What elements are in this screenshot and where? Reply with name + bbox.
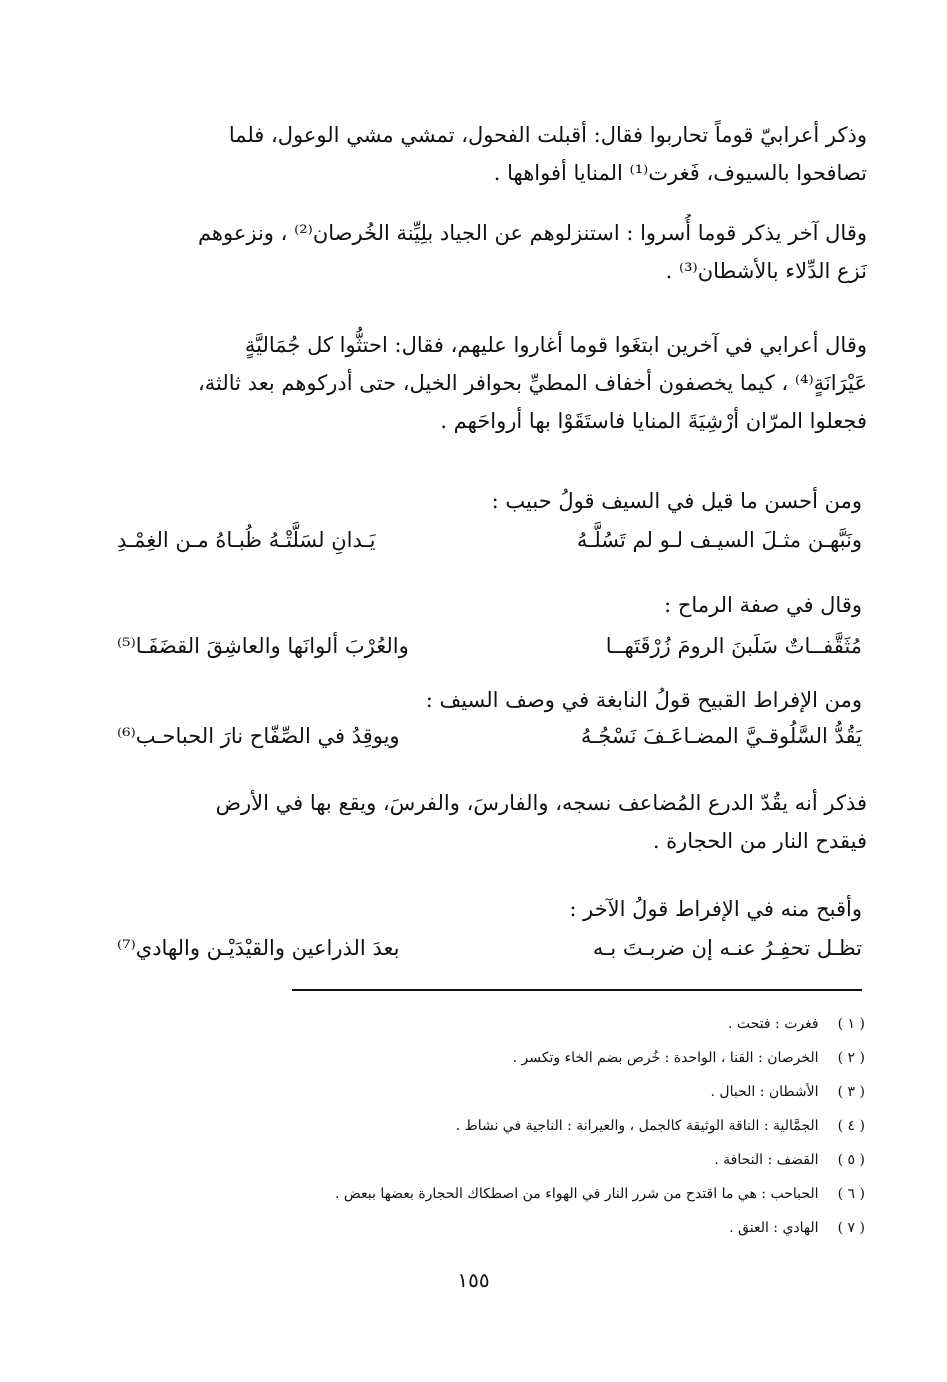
verse-hemistich-first: يَقُدُّ السَّلُوقـيَّ المضـاعَـفَ نَسْجُـهُ <box>580 724 862 748</box>
poem-verse <box>117 930 862 966</box>
footnote <box>165 1177 865 1211</box>
footnote <box>165 1041 865 1075</box>
verse-hemistich-second: ويوقِدُ في الصِّفّاح نارَ الحباحـب⁽⁶⁾ <box>117 724 400 748</box>
poem-verse <box>117 718 862 754</box>
footnotes <box>165 1007 865 1245</box>
footnote-number: ( ٦ ) <box>837 1186 865 1202</box>
poem-intro: ومن أحسن ما قيل في السيف قولُ حبيب : <box>491 489 862 513</box>
verse-hemistich-second: يَـدانِ لسَلَّتْـهُ ظُبـاهُ مـن الغِمْـدِ <box>117 528 376 552</box>
poem-intro: وأقبح منه في الإفراط قولُ الآخر : <box>569 897 862 921</box>
footnote-number: ( ٢ ) <box>837 1050 865 1066</box>
footnote-number: ( ٧ ) <box>837 1220 865 1236</box>
verse-hemistich-first: مُثَقَّفــاتٌ سَلَبنَ الرومَ زُرْقَتَهــا <box>605 634 862 658</box>
footnote <box>165 1211 865 1245</box>
footnote-text: الأشطان : الحبال . <box>710 1084 819 1100</box>
text-line: فجعلوا المرّان أرْشِيَةَ المنايا فاستَقَوْا بها أرواحَهم . <box>440 409 867 433</box>
verse-hemistich-second: بعدَ الذراعين والقيْدَيْـن والهادي⁽⁷⁾ <box>117 936 400 960</box>
text-line: فذكر أنه يقُدّ الدرع المُضاعف نسجه، والفارسَ، والفرسَ، ويقع بها في الأرض <box>215 791 867 815</box>
footnote-number: ( ٣ ) <box>837 1084 865 1100</box>
footnote-text: الهادي : العنق . <box>729 1220 819 1236</box>
footnote-number: ( ٥ ) <box>837 1152 865 1168</box>
verse-hemistich-second: والعُرْبَ ألوانَها والعاشِقَ القضَفَـا⁽⁵⁾ <box>117 634 409 658</box>
footnote <box>165 1109 865 1143</box>
footnote-text: الخرصان : القنا ، الواحدة : خُرص بضم الخاء وتكسر . <box>512 1050 819 1066</box>
page-number: ١٥٥ <box>457 1268 490 1292</box>
paragraph-1 <box>77 116 867 192</box>
footnote <box>165 1007 865 1041</box>
poem-intro: ومن الإفراط القبيح قولُ النابغة في وصف السيف : <box>425 688 862 712</box>
text-line: وذكر أعرابيّ قوماً تحاربوا فقال: أقبلت الفحول، تمشي مشي الوعول، فلما <box>228 123 867 147</box>
footnote-text: فغرت : فتحت . <box>727 1016 819 1032</box>
paragraph-3 <box>77 326 867 440</box>
footnote-separator <box>292 989 862 991</box>
verse-hemistich-first: ونَبَّهـن مثـلَ السيـف لـو لم تَسُلَّـهُ <box>576 528 862 552</box>
footnote-text: الحباحب : هي ما اقتدح من شرر النار في الهواء من اصطكاك الحجارة بعضها ببعض . <box>335 1186 819 1202</box>
footnote-text: الجمَّالية : الناقة الوثيقة كالجمل ، والعيرانة : الناجية في نشاط . <box>455 1118 819 1134</box>
verse-hemistich-first: تظـل تحفِـرُ عنـه إن ضربـتَ بـه <box>592 936 862 960</box>
paragraph-4 <box>77 784 867 860</box>
text-line: تصافحوا بالسيوف، فَغرت⁽¹⁾ المنايا أفواهها . <box>493 161 867 185</box>
text-line: فيقدح النار من الحجارة . <box>652 829 867 853</box>
text-line: نَزع الدِّلاء بالأشطان⁽³⁾ . <box>665 259 867 283</box>
footnote-number: ( ٤ ) <box>837 1118 865 1134</box>
paragraph-2 <box>77 214 867 290</box>
text-line: وقال أعرابي في آخرين ابتغَوا قوما أغاروا عليهم، فقال: احتثُّوا كل جُمَاليَّةٍ <box>244 333 867 357</box>
text-line: وقال آخر يذكر قوما أُسروا : استنزلوهم عن الجياد بلِيِّنة الخُرصان⁽²⁾ ، ونزعوهم <box>197 221 867 245</box>
poem-intro: وقال في صفة الرماح : <box>664 593 862 617</box>
text-line: عَيْرَانَةٍ⁽⁴⁾ ، كيما يخصفون أخفاف المطيِّ بحوافر الخيل، حتى أدركوهم بعد ثالثة، <box>197 371 867 395</box>
footnote-number: ( ١ ) <box>837 1016 865 1032</box>
footnote <box>165 1075 865 1109</box>
footnote <box>165 1143 865 1177</box>
footnote-text: القضف : النحافة . <box>714 1152 819 1168</box>
poem-verse <box>117 522 862 558</box>
poem-verse <box>117 628 862 664</box>
